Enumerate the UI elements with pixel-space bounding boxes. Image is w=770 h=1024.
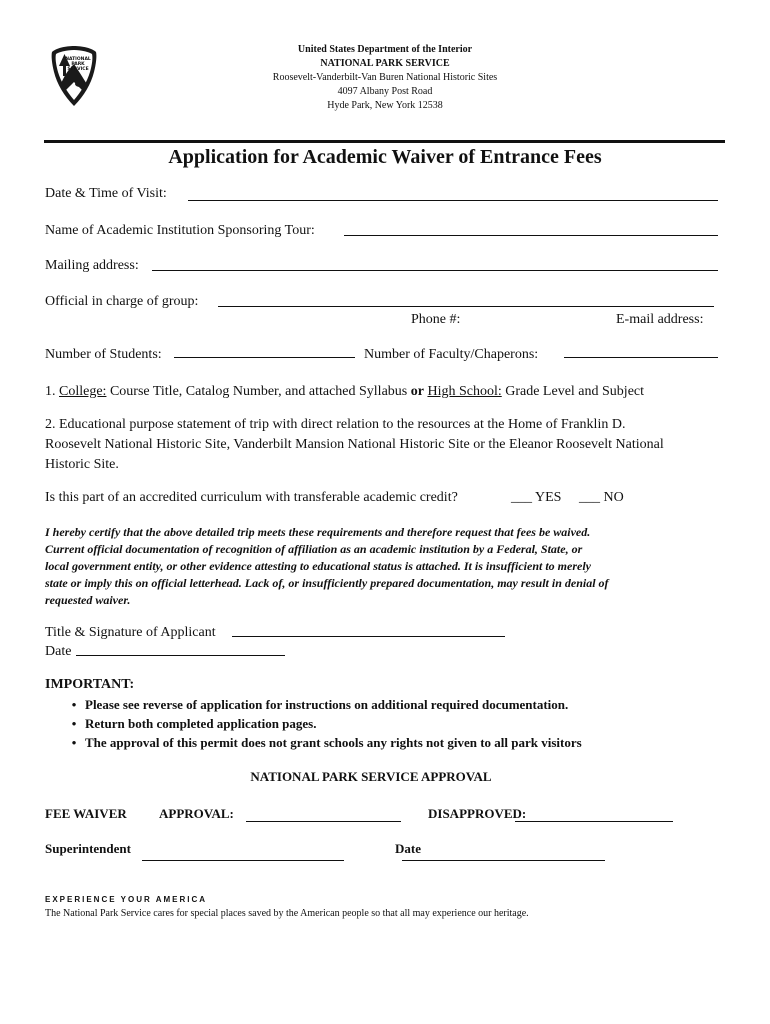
college-label: College:	[59, 384, 107, 399]
item2-line-2: Roosevelt National Historic Site, Vanderbilt Mansion National Historic Site or the Eleanor Roosevelt National	[45, 437, 664, 452]
official-field[interactable]	[218, 306, 714, 307]
header-divider	[44, 140, 725, 143]
approval-date-label: Date	[395, 841, 421, 856]
bullet-icon: •	[71, 697, 77, 712]
service-name: NATIONAL PARK SERVICE	[320, 58, 450, 69]
approval-field[interactable]	[246, 821, 401, 822]
certification-line-3: local government entity, or other evidence attesting to educational status is attached. It is insufficient to merely	[45, 559, 591, 573]
institution-field[interactable]	[344, 235, 718, 236]
title-signature-label: Title & Signature of Applicant	[45, 625, 216, 640]
students-label: Number of Students:	[45, 347, 162, 362]
sites-name: Roosevelt-Vanderbilt-Van Buren National Historic Sites	[272, 72, 498, 83]
superintendent-field[interactable]	[142, 860, 344, 861]
disapproved-label: DISAPPROVED:	[428, 806, 527, 821]
high-school-label: High School:	[427, 384, 502, 399]
footer-tagline: EXPERIENCE YOUR AMERICA	[45, 895, 208, 904]
signature-date-label: Date	[45, 644, 72, 659]
bullet-icon: •	[71, 735, 77, 750]
logo-text-service: SERVICE	[67, 67, 89, 72]
logo-text-national: NATIONAL	[65, 57, 91, 62]
certification-line-5: requested waiver.	[45, 593, 131, 607]
city-address: Hyde Park, New York 12538	[327, 100, 443, 111]
street-address: 4097 Albany Post Road	[337, 86, 433, 97]
department-name: United States Department of the Interior	[297, 44, 473, 55]
accredited-question: Is this part of an accredited curriculum with transferable academic credit?	[45, 490, 458, 505]
certification-line-4: state or imply this on official letterhead. Lack of, or insufficiently prepared documentation, may result in denial of	[45, 576, 609, 590]
important-item: • The approval of this permit does not grant schools any rights not given to all park visitors	[63, 733, 582, 752]
signature-date-field[interactable]	[76, 655, 285, 656]
faculty-field[interactable]	[564, 357, 718, 358]
page-title: Application for Academic Waiver of Entrance Fees	[168, 146, 602, 168]
approval-heading: NATIONAL PARK SERVICE APPROVAL	[250, 769, 492, 784]
approval-label: APPROVAL:	[159, 806, 234, 821]
important-heading: IMPORTANT:	[45, 677, 135, 692]
date-time-field[interactable]	[188, 200, 718, 201]
approval-date-field[interactable]	[402, 860, 605, 861]
mailing-label: Mailing address:	[45, 258, 139, 273]
item2-line-1: 2. Educational purpose statement of trip with direct relation to the resources at the Home of Franklin D.	[45, 417, 626, 432]
disapproved-field[interactable]	[515, 821, 673, 822]
title-signature-field[interactable]	[232, 636, 505, 637]
nps-arrowhead-logo	[48, 44, 100, 108]
mailing-field[interactable]	[152, 270, 718, 271]
item1-text: 1. College: Course Title, Catalog Number, and attached Syllabus or High School: Grade Level and Subject	[45, 384, 645, 399]
important-item: • Return both completed application pages.	[63, 714, 316, 733]
logo-text-park: PARK	[71, 62, 85, 67]
bullet-icon: •	[71, 716, 77, 731]
certification-line-1: I hereby certify that the above detailed trip meets these requirements and therefore request that fees be waived.	[45, 525, 591, 539]
no-option[interactable]: ___ NO	[579, 490, 624, 505]
official-label: Official in charge of group:	[45, 294, 199, 309]
important-item: • Please see reverse of application for instructions on additional required documentation.	[63, 695, 568, 714]
date-time-label: Date & Time of Visit:	[45, 186, 167, 201]
fee-waiver-label: FEE WAIVER	[45, 806, 127, 821]
students-field[interactable]	[174, 357, 355, 358]
faculty-label: Number of Faculty/Chaperons:	[364, 347, 539, 362]
superintendent-label: Superintendent	[45, 841, 131, 856]
item2-line-3: Historic Site.	[45, 457, 119, 472]
yes-option[interactable]: ___ YES	[511, 490, 562, 505]
footer-text: The National Park Service cares for special places saved by the American people so that all may experience our heritage.	[45, 908, 529, 919]
phone-label: Phone #:	[411, 312, 461, 327]
email-label: E-mail address:	[616, 312, 704, 327]
certification-line-2: Current official documentation of recognition of affiliation as an academic institution by a Federal, State, or	[45, 542, 583, 556]
institution-label: Name of Academic Institution Sponsoring Tour:	[45, 223, 315, 238]
